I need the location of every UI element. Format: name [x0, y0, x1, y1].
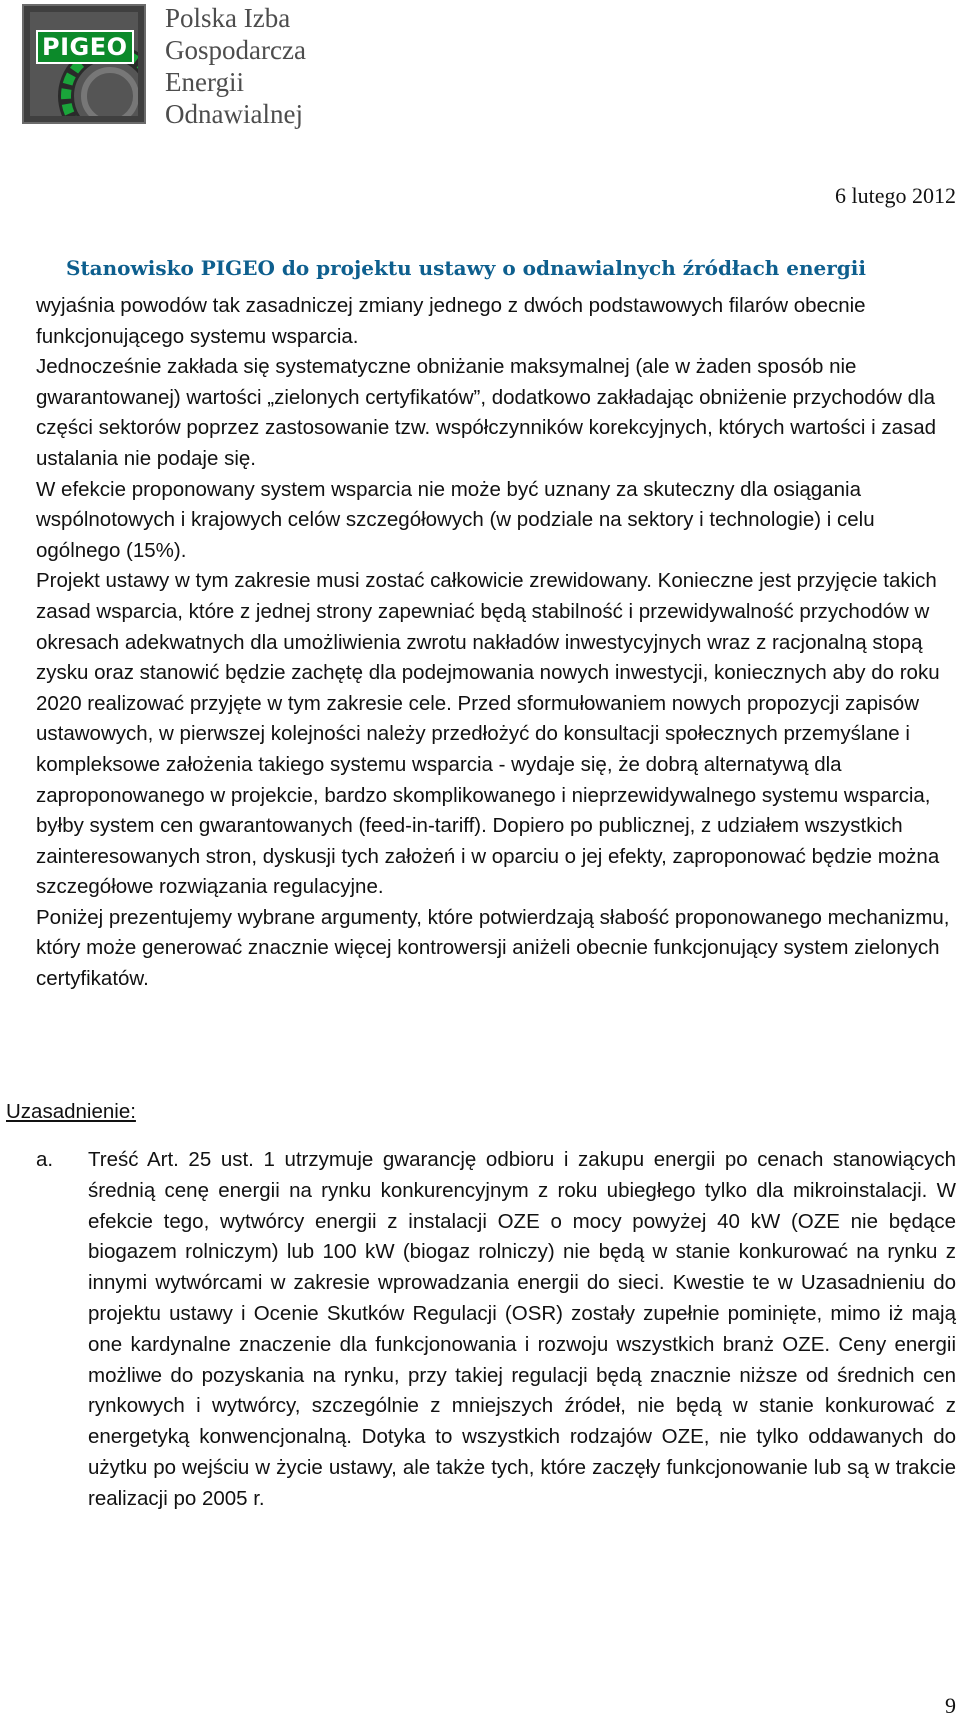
org-name-line: Odnawialnej — [165, 99, 303, 129]
body-text — [36, 291, 952, 995]
justification-list — [36, 1145, 956, 1515]
paragraph: Projekt ustawy w tym zakresie musi zostać całkowicie zrewidowany. Konieczne jest przyjęcie takich zasad wsparcia, które z jednej strony zapewniać będą stabilność i przewidywalność przychodów w okresach adekwatnych dla umożliwienia zwrotu nakładów inwestycyjnych wraz z racjonalną stopą zysku oraz stanowić będzie zachętę dla podejmowania nowych inwestycji, koniecznych aby do roku 2020 realizować przyjęte w tym zakresie cele. Przed sformułowaniem nowych propozycji zapisów ustawowych, w pierwszej kolejności należy przedłożyć do konsultacji społecznych przemyślane i kompleksowe założenia takiego systemu wsparcia - wydaje się, że dobrą alternatywą dla zaproponowanego w projekcie, bardzo skomplikowanego i nieprzewidywalnego systemu wsparcia, byłby system cen gwarantowanych (feed-in-tariff). Dopiero po publicznej, z udziałem wszystkich zainteresowanych stron, dyskusji tych założeń i w oparciu o jej efekty, zaproponować będzie można szczegółowe rozwiązania regulacyjne. — [36, 569, 940, 899]
org-name-line: Energii — [165, 67, 244, 97]
paragraph: Jednocześnie zakłada się systematyczne obniżanie maksymalnej (ale w żaden sposób nie gwarantowanej) wartości „zielonych certyfikatów”, dodatkowo zakładając obniżenie przychodów dla części sektorów poprzez zastosowanie tzw. współczynników korekcyjnych, których wartości i zasad ustalania nie podaje się. — [36, 355, 937, 470]
justification-heading: Uzasadnienie: — [6, 1100, 136, 1123]
document-title: Stanowisko PIGEO do projektu ustawy o odnawialnych źródłach energii — [66, 256, 866, 280]
list-item — [36, 1145, 956, 1515]
org-name-line: Polska Izba — [165, 3, 291, 33]
logo-background — [30, 12, 138, 116]
list-marker: a. — [36, 1148, 54, 1171]
pigeo-logo — [22, 4, 146, 124]
document-date: 6 lutego 2012 — [835, 183, 956, 208]
paragraph: wyjaśnia powodów tak zasadniczej zmiany jednego z dwóch podstawowych filarów obecnie funkcjonującego systemu wsparcia. — [36, 294, 866, 348]
logo-arc-graphic — [30, 12, 138, 116]
paragraph: W efekcie proponowany system wsparcia nie może być uznany za skuteczny dla osiągania wspólnotowych i krajowych celów szczegółowych (w podziale na sektory i technologie) i celu ogólnego (15%). — [36, 477, 875, 562]
logo-text: PIGEO — [36, 30, 134, 64]
list-item-text: Treść Art. 25 ust. 1 utrzymuje gwarancję odbioru i zakupu energii po cenach stanowiących średnią cenę energii na rynku konkurencyjnym z roku ubiegłego tylko dla mikroinstalacji. W efekcie tego, wytwórcy energii z instalacji OZE o mocy powyżej 40 kW (OZE nie będące biogazem rolniczym) lub 100 kW (biogaz rolniczy) nie będą w stanie konkurować na rynku z innymi wytwórcami w zakresie wprowadzania energii do sieci. Kwestie te w Uzasadnieniu do projektu ustawy i Ocenie Skutków Regulacji (OSR) zostały zupełnie pominięte, mimo iż mają one kardynalne znaczenie dla funkcjonowania i rozwoju wszystkich branż OZE. Ceny energii możliwe do pozyskania na rynku, przy takiej regulacji będą znacznie niższe od średnich cen rynkowych i wytwórcy, szczególnie z mniejszych źródeł, nie będą w stanie konkurować z energetyką konwencjonalną. Dotyka to wszystkich rodzajów OZE, nie tylko oddawanych do użytku po wejściu w życie ustawy, ale także tych, które zaczęły funkcjonowanie lub są w trakcie realizacji po 2005 r. — [88, 1148, 956, 1510]
org-name-line: Gospodarcza — [165, 35, 306, 65]
organization-name — [165, 2, 306, 130]
page-number: 9 — [945, 1693, 956, 1718]
paragraph: Poniżej prezentujemy wybrane argumenty, które potwierdzają słabość proponowanego mechanizmu, który może generować znacznie więcej kontrowersji aniżeli obecnie funkcjonujący system zielonych certyfikatów. — [36, 905, 950, 991]
